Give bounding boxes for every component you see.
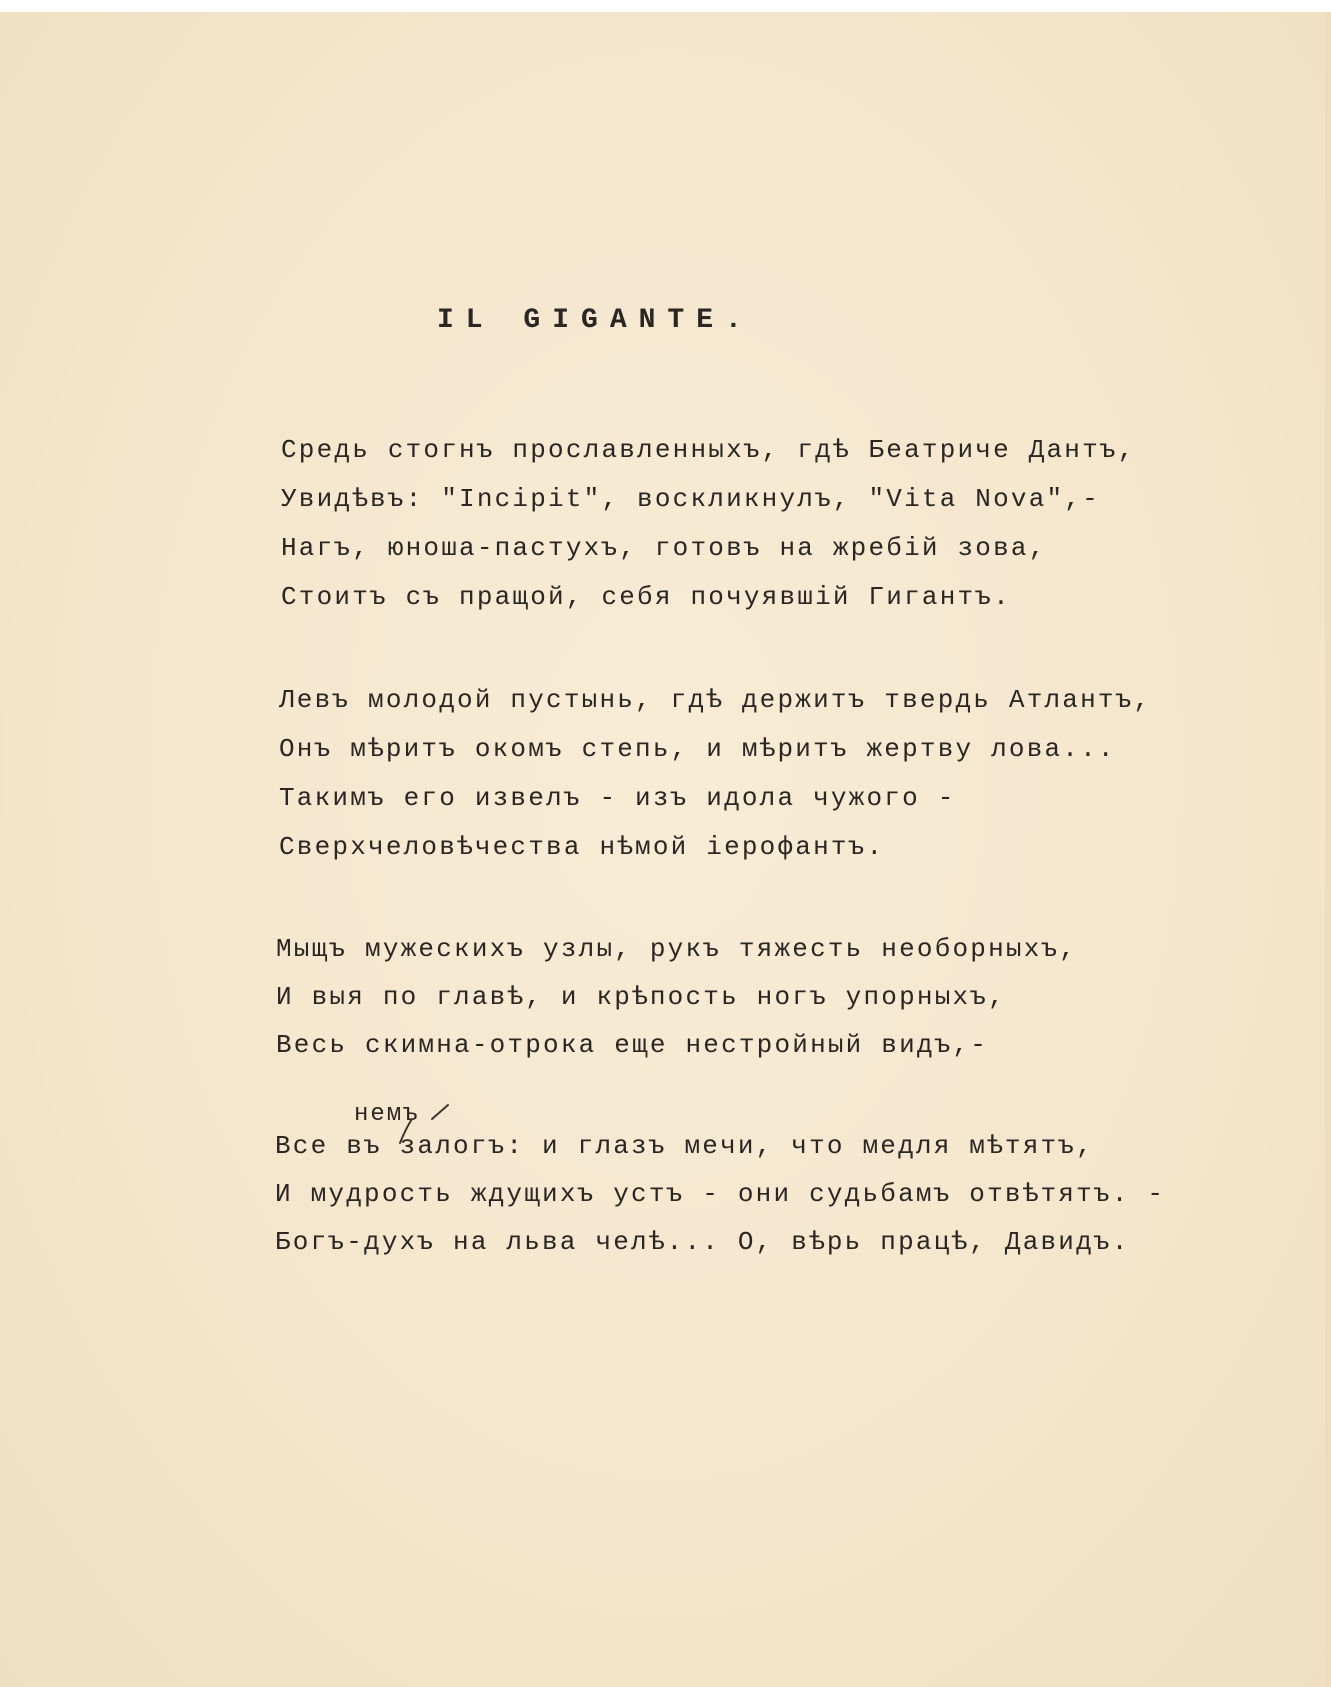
poem-line: Левъ молодой пустынь, гдѣ держитъ твердь Атлантъ,	[279, 685, 1152, 715]
stanza-3	[276, 932, 1077, 1062]
poem-line: Увидѣвъ: "Incipit", воскликнулъ, "Vita Nova",-	[281, 484, 1100, 514]
stanza-1	[281, 433, 1136, 614]
poem-line: И мудрость ждущихъ устъ - они судьбамъ отвѣтятъ. -	[275, 1179, 1166, 1209]
poem-line: Весь скимна-отрока еще нестройный видъ,-	[276, 1030, 989, 1060]
poem-line: Онъ мѣритъ окомъ степь, и мѣритъ жертву лова...	[279, 734, 1116, 764]
poem-line: Все въ залогъ: и глазъ мечи, что медля мѣтятъ,	[275, 1131, 1094, 1161]
poem-line: Средь стогнъ прославленныхъ, гдѣ Беатриче Дантъ,	[281, 435, 1136, 465]
stanza-2	[279, 683, 1151, 864]
poem-line: Стоитъ съ пращой, себя почуявшiй Гигантъ.	[281, 582, 1011, 612]
stanza-4	[275, 1129, 1165, 1259]
poem-line: Сверхчеловѣчества нѣмой iерофантъ.	[279, 832, 885, 862]
poem-line: И выя по главѣ, и крѣпость ногъ упорныхъ,	[276, 982, 1006, 1012]
scan-top-border	[0, 0, 1331, 12]
handwritten-correction: немъ	[354, 1101, 420, 1128]
paper-right-edge	[1325, 12, 1331, 1687]
poem-line: Мыщъ мужескихъ узлы, рукъ тяжесть необорныхъ,	[276, 934, 1078, 964]
poem-title: IL GIGANTE.	[437, 305, 754, 336]
poem-line: Такимъ его извелъ - изъ идола чужого -	[279, 783, 956, 813]
poem-line: Нагъ, юноша-пастухъ, готовъ на жребiй зова,	[281, 533, 1047, 563]
poem-line: Богъ-духъ на льва челѣ... О, вѣрь працѣ, Давидъ.	[275, 1227, 1130, 1257]
